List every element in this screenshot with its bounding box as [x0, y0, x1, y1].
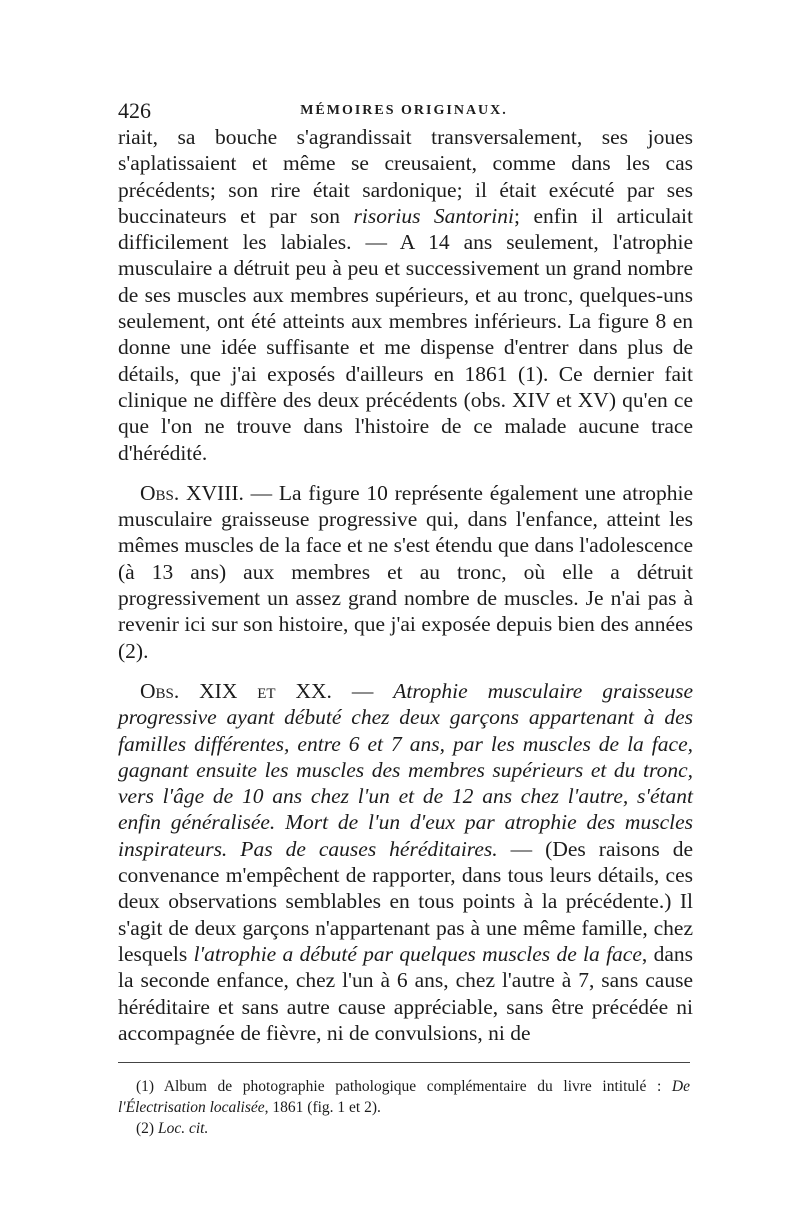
- footnotes: [118, 1076, 690, 1139]
- footnote-divider: [118, 1062, 690, 1063]
- paragraph-obs-xix-xx: [118, 678, 693, 1046]
- text-run: — La figure 10 représente également une atrophie musculaire graisseuse progressive qui, dans l'enfance, atteint les mêmes muscles de la face et ne s'est étendu que dans l'adolescence (à 13 ans) aux membres et au tronc, où elle a détruit progressivement un assez grand nombre de muscles. Je n'ai pas à revenir ici sur son histoire, que j'ai exposée depuis bien des années (2).: [118, 480, 694, 663]
- running-title: MÉMOIRES ORIGINAUX.: [300, 103, 508, 118]
- text-run: — (Des raisons de convenance m'empêchent de rapporter, dans tous leurs détails, ces deux observations semblables en tous points à la précédente.) Il s'agit de deux garçons n'appartenant pas à une même famille, chez lesquels: [118, 836, 693, 966]
- text-run: , dans la seconde enfance, chez l'un à 6 ans, chez l'autre à 7, sans cause héréditaire et sans autre cause appréciable, sans être précédée ni accompagnée de fièvre, ni de convulsions, ni de: [118, 941, 693, 1045]
- text-run: ; enfin il articulait difficilement les labiales. — A 14 ans seulement, l'atrophie musculaire a détruit peu à peu et successivement un grand nombre de ses muscles aux membres supérieurs, et au tronc, quelques-uns seulement, ont été atteints aux membres inférieurs. La figure 8 en donne une idée suffisante et me dispense d'entrer dans plus de détails, que j'ai exposés d'ailleurs en 1861 (1). Ce dernier fait clinique ne diffère des deux précédents (obs. XIV et XV) qu'en ce que l'on ne trouve dans l'histoire de ce malade aucune trace d'hérédité.: [118, 203, 694, 465]
- italic-text: l'atrophie a débuté par quelques muscles de la face: [193, 941, 642, 966]
- observation-label: Obs. XVIII.: [140, 480, 244, 505]
- footnote-text: , 1861 (fig. 1 et 2).: [264, 1099, 381, 1116]
- italic-text: risorius Santorini: [353, 203, 514, 228]
- page-number: 426: [118, 98, 151, 123]
- footnote-text: (1) Album de photographie pathologique complémentaire du livre intitulé :: [136, 1078, 672, 1095]
- paragraph-obs-xviii: [118, 480, 693, 664]
- page-header: [118, 98, 690, 126]
- main-text: [118, 124, 693, 1046]
- italic-text: De l'Électrisation localisée: [118, 1078, 690, 1116]
- footnote-2: [118, 1118, 690, 1139]
- paragraph-continuation: [118, 124, 693, 466]
- footnote-text: (2): [136, 1120, 158, 1137]
- footnote-1: [118, 1076, 690, 1118]
- text-run: riait, sa bouche s'agrandissait transversalement, ses joues s'aplatissaient et même se creusaient, comme dans les cas précédents; son rire était sardonique; il était exécuté par ses buccinateurs et par son: [118, 125, 693, 228]
- observation-label: Obs. XIX et XX.: [140, 678, 332, 703]
- text-run: —: [331, 678, 394, 703]
- italic-text: Loc. cit.: [157, 1120, 209, 1137]
- italic-text: Atrophie musculaire graisseuse progressive ayant débuté chez deux garçons appartenant à des familles différentes, entre 6 et 7 ans, par les muscles de la face, gagnant ensuite les muscles des membres supérieurs et du tronc, vers l'âge de 10 ans chez l'un et de 12 ans chez l'autre, s'étant enfin généralisée. Mort de l'un d'eux par atrophie des muscles inspirateurs. Pas de causes héréditaires.: [118, 678, 694, 861]
